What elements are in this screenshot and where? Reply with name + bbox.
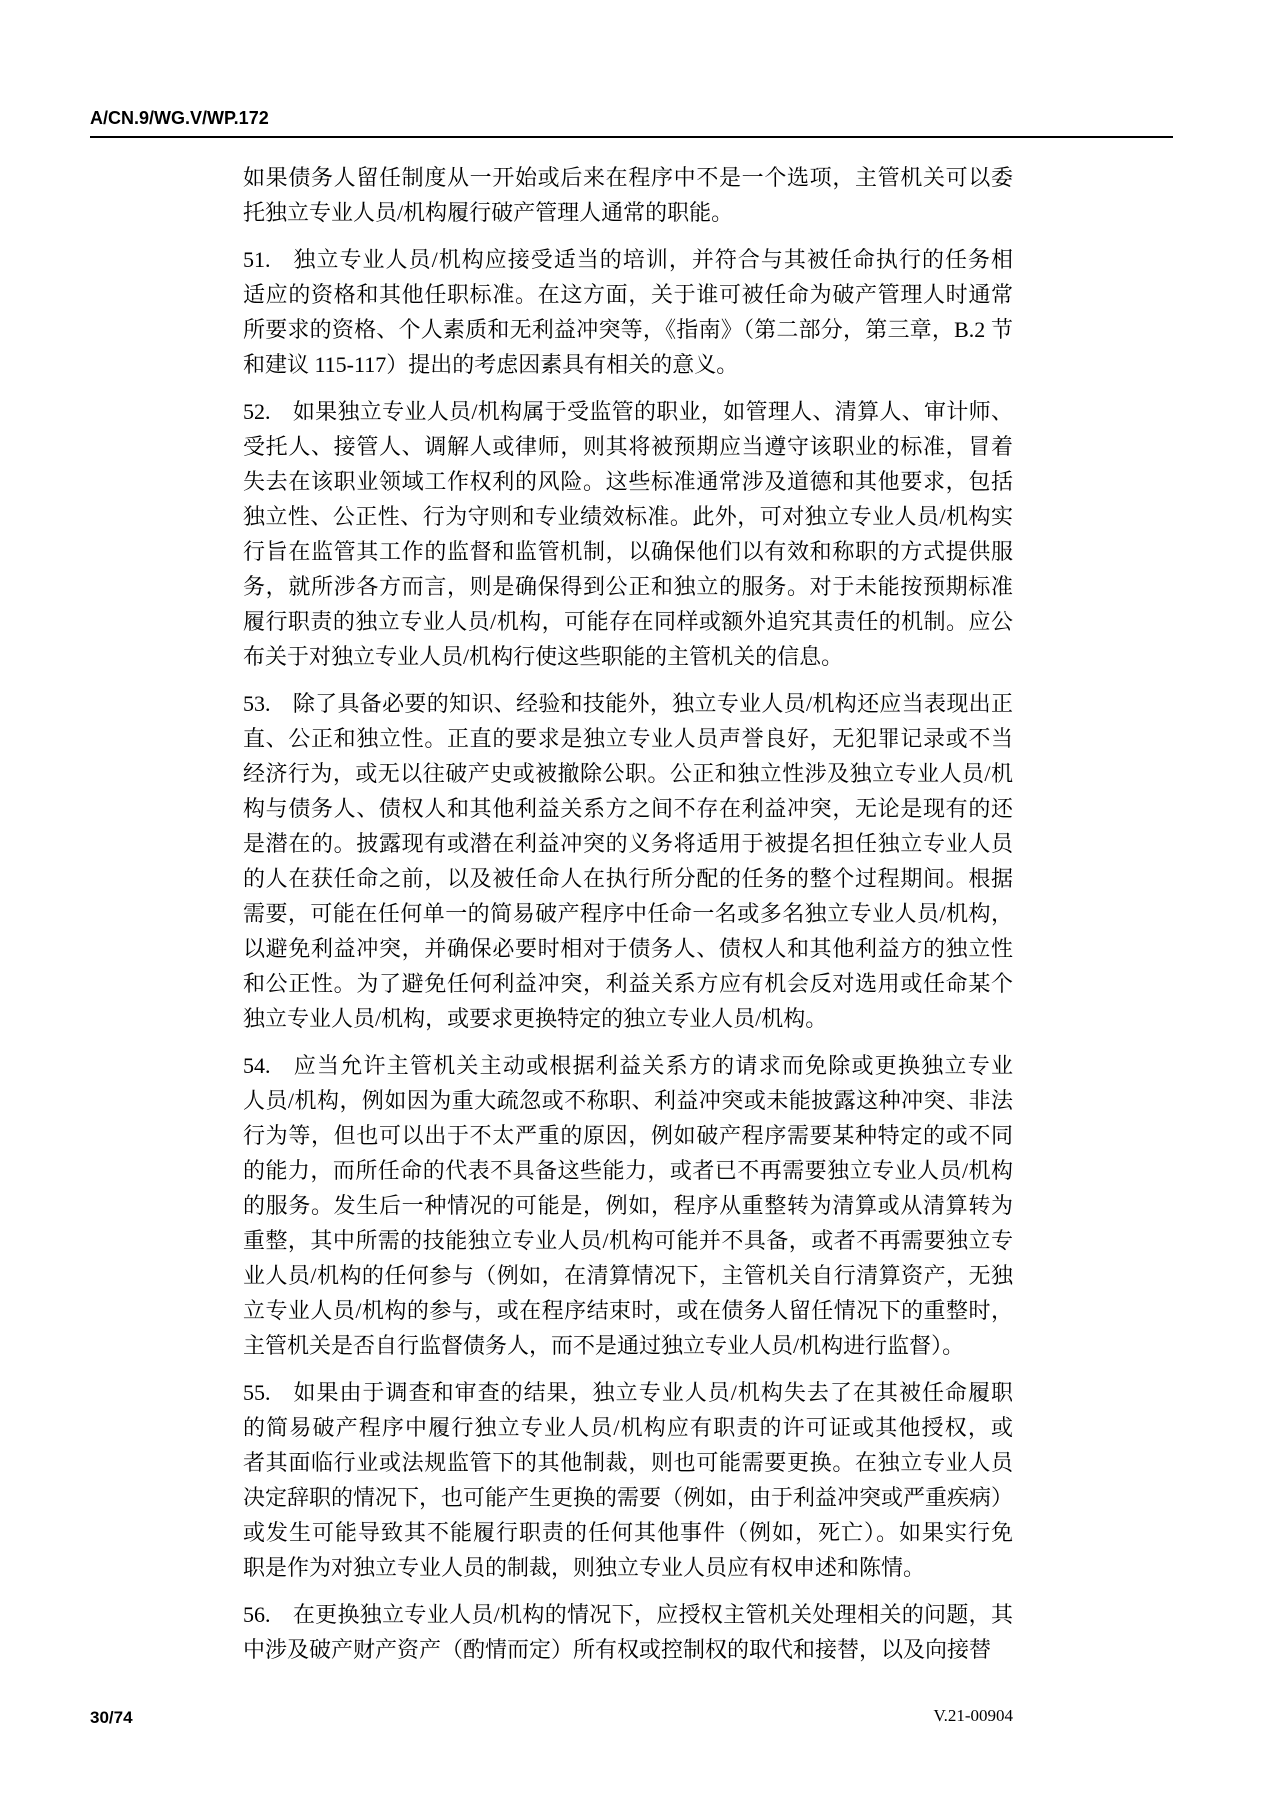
numbered-paragraph [243, 1375, 1013, 1585]
continuation-paragraph [243, 160, 1013, 230]
text-line: 55. 如果由于调查和审查的结果，独立专业人员/机构失去了在其被任命履职 [243, 1380, 1013, 1405]
footer-page-number: 30/74 [90, 1708, 133, 1727]
text-line: 独立专业人员/机构，或要求更换特定的独立专业人员/机构。 [243, 1006, 828, 1031]
text-line: 务，就所涉各方而言，则是确保得到公正和独立的服务。对于未能按预期标准 [243, 574, 1013, 599]
text-line: 履行职责的独立专业人员/机构，可能存在同样或额外追究其责任的机制。应公 [243, 609, 1013, 634]
text-line: 所要求的资格、个人素质和无利益冲突等，《指南》（第二部分，第三章，B.2 节 [243, 317, 1013, 342]
document-symbol: A/CN.9/WG.V/WP.172 [90, 108, 269, 128]
numbered-paragraph [243, 394, 1013, 674]
text-line: 经济行为，或无以往破产史或被撤除公职。公正和独立性涉及独立专业人员/机 [243, 761, 1013, 786]
text-line: 或发生可能导致其不能履行职责的任何其他事件（例如，死亡）。如果实行免 [243, 1520, 1013, 1545]
text-line: 构与债务人、债权人和其他利益关系方之间不存在利益冲突，无论是现有的还 [243, 796, 1013, 821]
numbered-paragraph [243, 686, 1013, 1036]
numbered-paragraph [243, 1048, 1013, 1363]
header-rule [90, 136, 1173, 138]
text-line: 适应的资格和其他任职标准。在这方面，关于谁可被任命为破产管理人时通常 [243, 282, 1013, 307]
text-line: 独立性、公正性、行为守则和专业绩效标准。此外，可对独立专业人员/机构实 [243, 504, 1013, 529]
text-line: 行为等，但也可以出于不太严重的原因，例如破产程序需要某种特定的或不同 [243, 1123, 1013, 1148]
text-line: 需要，可能在任何单一的简易破产程序中任命一名或多名独立专业人员/机构， [243, 901, 1013, 926]
text-line: 业人员/机构的任何参与（例如，在清算情况下，主管机关自行清算资产，无独 [243, 1263, 1013, 1288]
numbered-paragraph [243, 242, 1013, 382]
document-body [243, 160, 1013, 1667]
text-line: 立专业人员/机构的参与，或在程序结束时，或在债务人留任情况下的重整时， [243, 1298, 1013, 1323]
text-line: 的能力，而所任命的代表不具备这些能力，或者已不再需要独立专业人员/机构 [243, 1158, 1013, 1183]
text-line: 重整，其中所需的技能独立专业人员/机构可能并不具备，或者不再需要独立专 [243, 1228, 1013, 1253]
text-line: 布关于对独立专业人员/机构行使这些职能的主管机关的信息。 [243, 644, 844, 669]
text-line: 受托人、接管人、调解人或律师，则其将被预期应当遵守该职业的标准，冒着 [243, 434, 1013, 459]
text-line: 和建议 115-117）提出的考虑因素具有相关的意义。 [243, 352, 739, 377]
text-line: 托独立专业人员/机构履行破产管理人通常的职能。 [243, 200, 734, 225]
footer-document-id: V.21-00904 [933, 1706, 1013, 1725]
text-line: 如果债务人留任制度从一开始或后来在程序中不是一个选项，主管机关可以委 [243, 165, 1013, 190]
text-line: 直、公正和独立性。正直的要求是独立专业人员声誉良好，无犯罪记录或不当 [243, 726, 1013, 751]
text-line: 者其面临行业或法规监管下的其他制裁，则也可能需要更换。在独立专业人员 [243, 1450, 1013, 1475]
text-line: 51. 独立专业人员/机构应接受适当的培训，并符合与其被任命执行的任务相 [243, 247, 1013, 272]
text-line: 53. 除了具备必要的知识、经验和技能外，独立专业人员/机构还应当表现出正 [243, 691, 1013, 716]
text-line: 行旨在监管其工作的监督和监管机制，以确保他们以有效和称职的方式提供服 [243, 539, 1013, 564]
text-line: 中涉及破产财产资产（酌情而定）所有权或控制权的取代和接替，以及向接替 [243, 1637, 992, 1662]
text-line: 54. 应当允许主管机关主动或根据利益关系方的请求而免除或更换独立专业 [243, 1053, 1013, 1078]
text-line: 以避免利益冲突，并确保必要时相对于债务人、债权人和其他利益方的独立性 [243, 936, 1013, 961]
text-line: 决定辞职的情况下，也可能产生更换的需要（例如，由于利益冲突或严重疾病） [243, 1485, 1014, 1510]
text-line: 的简易破产程序中履行独立专业人员/机构应有职责的许可证或其他授权，或 [243, 1415, 1013, 1440]
text-line: 职是作为对独立专业人员的制裁，则独立专业人员应有权申述和陈情。 [243, 1555, 926, 1580]
text-line: 的人在获任命之前，以及被任命人在执行所分配的任务的整个过程期间。根据 [243, 866, 1013, 891]
text-line: 的服务。发生后一种情况的可能是，例如，程序从重整转为清算或从清算转为 [243, 1193, 1013, 1218]
text-line: 52. 如果独立专业人员/机构属于受监管的职业，如管理人、清算人、审计师、 [243, 399, 1013, 424]
text-line: 人员/机构，例如因为重大疏忽或不称职、利益冲突或未能披露这种冲突、非法 [243, 1088, 1013, 1113]
text-line: 是潜在的。披露现有或潜在利益冲突的义务将适用于被提名担任独立专业人员 [243, 831, 1013, 856]
text-line: 主管机关是否自行监督债务人，而不是通过独立专业人员/机构进行监督）。 [243, 1333, 965, 1358]
text-line: 56. 在更换独立专业人员/机构的情况下，应授权主管机关处理相关的问题，其 [243, 1602, 1013, 1627]
text-line: 和公正性。为了避免任何利益冲突，利益关系方应有机会反对选用或任命某个 [243, 971, 1013, 996]
numbered-paragraph [243, 1597, 1013, 1667]
text-line: 失去在该职业领域工作权利的风险。这些标准通常涉及道德和其他要求，包括 [243, 469, 1013, 494]
